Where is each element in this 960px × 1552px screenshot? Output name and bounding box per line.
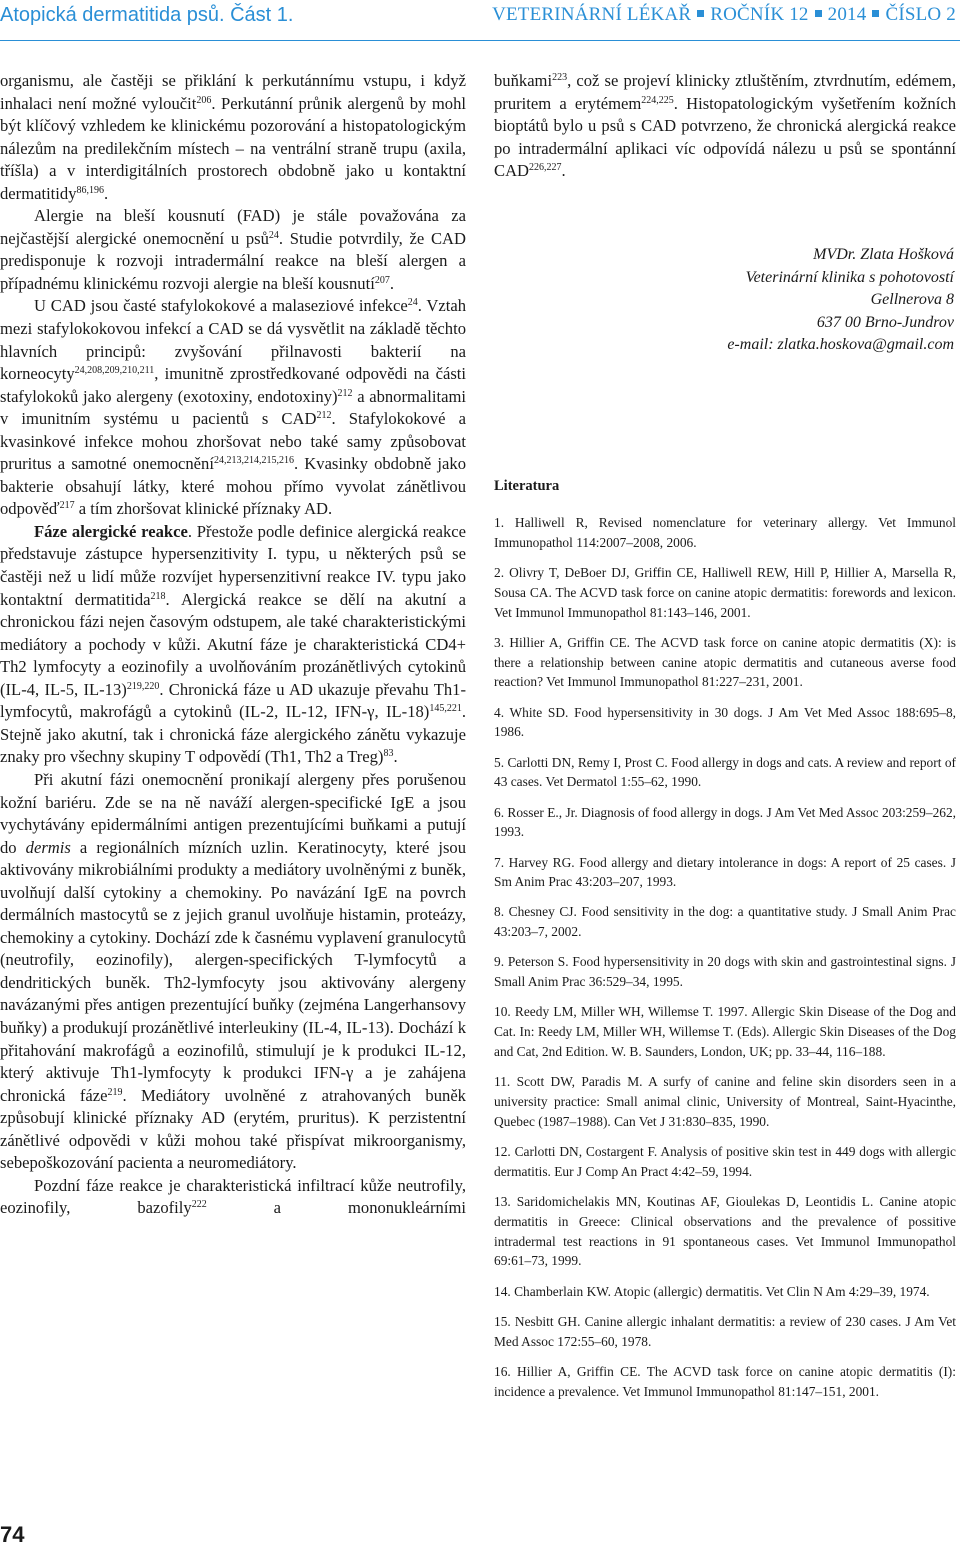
reference-item: 14. Chamberlain KW. Atopic (allergic) dermatitis. Vet Clin N Am 4:29–39, 1974. [494, 1283, 930, 1299]
square-bullet-icon [697, 10, 704, 17]
paragraph: Pozdní fáze reakce je charakteristická infiltrací kůže neutrofily, eozinofily, bazofily$^{222}$ a mononukleárními [0, 1175, 466, 1218]
journal-year: 2014 [827, 4, 867, 25]
left-column [0, 70, 466, 1220]
reference-item: 3. Hillier A, Griffin CE. The ACVD task force on canine atopic dermatitis (X): is there a relationship between canine atopic dermatitis and cutaneous averse food reaction? Vet Immunol Immunopathol 81:227–231, 2001. [494, 634, 956, 690]
reference-item: 16. Hillier A, Griffin CE. The ACVD task force on canine atopic dermatitis (I): incidence a prevalence. Vet Immunol Immunopathol 81:147–151, 2001. [494, 1363, 956, 1399]
page-number: 74 [0, 1522, 25, 1547]
author-name: MVDr. Zlata Hošková [813, 246, 954, 263]
journal-issue: ČÍSLO 2 [885, 4, 956, 25]
reference-item: 8. Chesney CJ. Food sensitivity in the dog: a quantitative study. J Small Anim Prac 43:203–7, 2002. [494, 904, 956, 940]
literature-heading: Literatura [494, 478, 560, 494]
header-rule [0, 40, 960, 41]
author-city: 637 00 Brno-Jundrov [816, 313, 954, 331]
reference-item: 9. Peterson S. Food hypersensitivity in 20 dogs with skin and gastrointestinal signs. J Small Anim Prac 36:529–34, 1995. [494, 954, 956, 990]
reference-item: 5. Carlotti DN, Remy I, Prost C. Food allergy in dogs and cats. A review and report of 43 cases. Vet Dermatol 1:55–62, 1990. [494, 754, 956, 790]
paragraph: Fáze alergické reakce. Přestože podle definice alergická reakce představuje zástupce hypersenzitivity I. typu, u některých psů se častěji než u lidí může rozvíjet hypersenzitivní reakce IV. typu jako kontaktní dermatitida$^{218}$. Alergická reakce se dělí na akutní a chronickou fázi nejen časovým odstupem, ale také charakteristickými mediátory a pochody v kůži. Akutní fáze je charakteristická CD4+ Th2 lymfocyty a eozinofily a uvolňováním prozánětlivých cytokinů (IL-4, IL-5, IL-13)$^{219,220}$. Chronická fáze u AD ukazuje převahu Th1-lymfocytů, makrofágů a cytokinů (IL-2, IL-12, IFN-γ, IL-18)$^{145,221}$. Stejně jako akutní, tak i chronická fáze alergického zánětu vykazuje znaky pro všechny skupiny T odpovědí (Th1, Th2 a Treg)$^{83}$. [0, 521, 466, 767]
section-heading: Fáze alergické reakce [34, 521, 188, 541]
reference-item: 6. Rosser E., Jr. Diagnosis of food allergy in dogs. J Am Vet Med Assoc 203:259–262, 1993. [494, 804, 956, 840]
reference-item: 7. Harvey RG. Food allergy and dietary intolerance in dogs: A report of 25 cases. J Sm Anim Prac 43:203–207, 1993. [494, 854, 956, 890]
author-signature [534, 244, 954, 357]
right-column-text [494, 70, 956, 183]
square-bullet-icon [872, 10, 879, 17]
journal-header [492, 4, 956, 26]
paragraph: buňkami$^{223}$, což se projeví klinicky ztluštěním, ztvrdnutím, edémem, pruritem a erytémem$^{224,225}$. Histopatologickým vyšetřením kožních bioptátů bylo u psů s CAD potvrzeno, že chronická alergická reakce po intradermální aplikaci víc odpovídá nálezu u psů se spontánní CAD$^{226,227}$. [494, 71, 956, 181]
reference-list [494, 513, 956, 1412]
reference-item: 11. Scott DW, Paradis M. A surfy of canine and feline skin disorders seen in a university practice: Small animal clinic, University of Montreal, Saint-Hyacinthe, Quebec (1987–1988). Can Vet J 31:830–835, 1990. [494, 1074, 956, 1129]
journal-volume: ROČNÍK 12 [710, 4, 809, 25]
paragraph: organismu, ale častěji se přiklání k perkutánnímu vstupu, i když inhalaci není možné vyloučit$^{206}$. Perkutánní průnik alergenů by mohl být klíčový vzhledem ke klinickému pozorování a histopatologickým nálezům na predilekčním místech – na ventrální straně trupu (axila, tříšla) a v interdigitálních prostorech obdobně jako u kontaktní dermatitidy$^{86,196}$. [0, 71, 466, 203]
author-street: Gellnerova 8 [870, 291, 954, 308]
paragraph: U CAD jsou časté stafylokokové a malaseziové infekce$^{24}$. Vztah mezi stafylokokovou infekcí a CAD se dá vysvětlit na základě těchto hlavních principů: zvyšování přilnavosti bakterií na korneocyty$^{24,208,209,210,211}$, imunitně zprostředkované odpovědi na části stafylokoků jako alergeny (exotoxiny, endotoxiny)$^{212}$ a abnormalitami v imunitním systému u pacientů s CAD$^{212}$. Stafylokokové a kvasinkové infekce mohou zhoršovat nebo také samy způsobovat pruritus a samotné onemocnění$^{24,213,214,215,216}$. Kvasinky obdobně jako bakterie obsahují látky, které mohou přímo vyvolat zánětlivou odpověď$^{217}$ a tím zhoršovat klinické příznaky AD. [0, 296, 466, 519]
author-clinic: Veterinární klinika s pohotovostí [745, 268, 954, 286]
running-title: Atopická dermatitida psů. Část 1. [0, 4, 294, 26]
reference-item: 10. Reedy LM, Miller WH, Willemse T. 1997. Allergic Skin Disease of the Dog and Cat. In: Reedy LM, Miller WH, Willemse T. (Eds). Allergic Skin Diseases of the Dog and Cat, 2nd Edition. W. B. Saunders, London, UK; pp. 33–44, 116–188. [494, 1004, 956, 1060]
paragraph: Alergie na bleší kousnutí (FAD) je stále považována za nejčastější alergické onemocnění u psů$^{24}$. Studie potvrdily, že CAD predisponuje k rozvoji intradermální reakce na bleší alergen a případnému klinickému rozvoji alergie na bleší kousnutí$^{207}$. [0, 206, 467, 293]
reference-item: 4. White SD. Food hypersensitivity in 30 dogs. J Am Vet Med Assoc 188:695–8, 1986. [494, 704, 956, 740]
journal-name: VETERINÁRNÍ LÉKAŘ [492, 4, 692, 25]
reference-item: 13. Saridomichelakis MN, Koutinas AF, Gioulekas D, Leontidis L. Canine atopic dermatitis in Greece: Clinical observations and the prevalence of possitive intradermal test reactions in 91 spontaneous cases. Vet Immunol Immunopathol 69:61–73, 1999. [494, 1194, 956, 1269]
reference-item: 12. Carlotti DN, Costargent F. Analysis of positive skin test in 449 dogs with allergic dermatitis. Eur J Comp An Pract 4:42–59, 1994. [494, 1144, 956, 1179]
author-email[interactable]: e-mail: zlatka.hoskova@gmail.com [727, 336, 954, 353]
reference-item: 2. Olivry T, DeBoer DJ, Griffin CE, Halliwell REW, Hill P, Hillier A, Marsella R, Sousa CA. The ACVD task force on canine atopic dermatitis: forewords and lexicon. Vet Immunol Immunopathol 81:143–146, 2001. [494, 564, 956, 620]
reference-item: 15. Nesbitt GH. Canine allergic inhalant dermatitis: a review of 230 cases. J Am Vet Med Assoc 172:55–60, 1978. [494, 1313, 956, 1349]
reference-item: 1. Halliwell R, Revised nomenclature for veterinary allergy. Vet Immunol Immunopathol 114:2007–2008, 2006. [494, 515, 956, 550]
square-bullet-icon [815, 10, 822, 17]
paragraph: Při akutní fázi onemocnění pronikají alergeny přes porušenou kožní bariéru. Zde se na ně naváží alergen-specifické IgE a jsou vychytávány epidermálními antigen prezentujícími buňkami a putují do dermis a regionálních mízních uzlin. Keratinocyty, které jsou aktivovány mikrobiálními produkty a mediátory uvolněnými z buněk, uvolňují další cytokiny a chemokiny. Po navázání IgE na povrch dermálních mastocytů se z jejich granul uvolňuje histamin, proteázy, chemokiny a cytokiny. Dochází zde k časnému vyplavení granulocytů (neutrofily, eozinofily), alergen-specifických T-lymfocytů a dendritických buněk. Th2-lymfocyty jsou aktivovány alergeny navázanými přes antigen prezentující buňky (zejména Langerhansovy buňky) a produkují prozánětlivé interleukiny (IL-4, IL-13). Dochází k přitahování makrofágů a eozinofilů, stimulují je k produkci IL-12, který aktivuje Th1-lymfocyty k produkci IFN-γ a je zahájena chronická fáze$^{219}$. Mediátory uvolněné z atrahovaných buněk způsobují klinické příznaky AD (erytém, pruritus). K perzistentní zánětlivé odpovědi v kůži mohou také přispívat mikroorganismy, sebepoškozování pacienta a neuromediátory. [0, 769, 466, 1173]
